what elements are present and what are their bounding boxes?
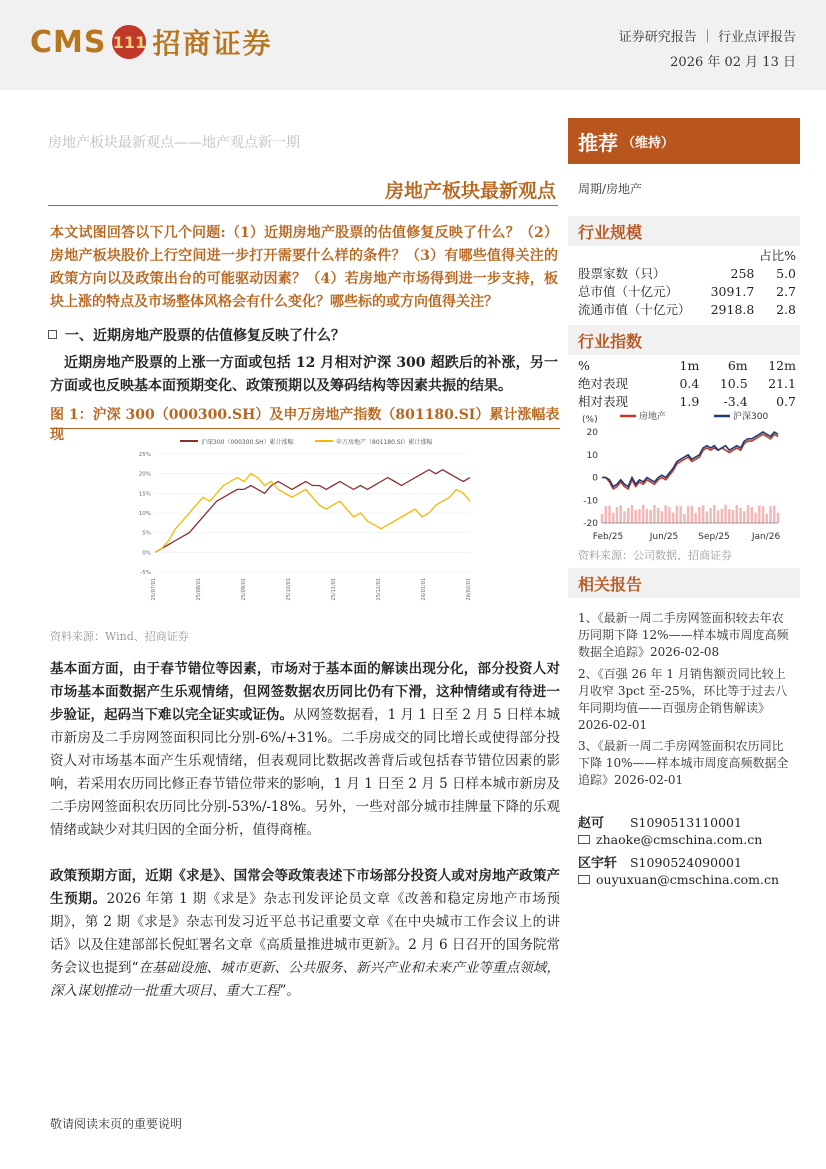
table-row	[578, 264, 796, 282]
paragraph-policy	[50, 865, 560, 1003]
x-tick-label: 25/10/01	[286, 578, 292, 601]
report-date: 2026 年 02 月 13 日	[670, 55, 796, 70]
scale-header: 占比%	[759, 248, 796, 263]
x-tick-label: 25/08/01	[196, 578, 202, 601]
analyst-cert: S1090524090001	[629, 855, 742, 870]
analyst-email[interactable]: zhaoke@cmschina.com.cn	[596, 832, 763, 847]
policy-body: 2026 年第 1 期《求是》杂志刊发评论员文章《改善和稳定房地产市场预期》，第 2 期《求是》杂志刊发习近平总书记重要文章《在中央城市工作会议上的讲话》以及住建部部长倪虹署名文章《高质量推进城市更新》。2 月 6 日召开的国务院常务会议也提到“	[50, 891, 560, 976]
index-header: 1m	[679, 357, 700, 373]
x-tick-label: Jan/26	[751, 532, 781, 542]
logo-en: CMS	[30, 24, 107, 60]
index-header: 12m	[768, 357, 796, 373]
scale-value: 258	[730, 265, 755, 281]
index-label: 相对表现	[578, 394, 629, 409]
checkbox-icon	[48, 330, 57, 339]
title-divider	[48, 205, 558, 206]
logo-mark-icon: 111	[112, 25, 146, 59]
x-tick-label: 25/09/01	[241, 578, 247, 601]
summary: 本文试图回答以下几个问题:（1）近期房地产股票的估值修复反映了什么？（2）房地产板块股价上行空间进一步打开需要什么样的条件？（3）有哪些值得关注的政策方向以及政策出台的可能驱动因素？（4）若房地产市场得到进一步支持，板块上涨的特点及市场整体风格会有什么变化？哪些标的或方向值得关注？	[50, 225, 558, 310]
figure-divider	[50, 428, 560, 429]
related-report-3[interactable]: 3、《最新一周二手房网签面积农历同比下降 10%——样本城市周度高频数据全追踪》2026-02-01	[578, 739, 789, 787]
y-tick-label: -20	[583, 519, 598, 529]
legend-hs300: 沪深300	[733, 412, 769, 422]
y-tick-label: 20	[586, 428, 598, 438]
industry-index-chart	[576, 408, 798, 548]
index-label: 绝对表现	[578, 376, 629, 391]
scale-label: 总市值（十亿元）	[578, 284, 679, 299]
index-value: 0.7	[776, 393, 796, 409]
y-tick-label: -5%	[140, 570, 151, 576]
scale-value: 2918.8	[710, 301, 755, 317]
y-tick-label: 10%	[138, 511, 151, 517]
policy-lead: 政策预期方面，近期《求是》、国常会等政策表述下市场部分投资人或对房地产政策产生预期。	[50, 868, 560, 907]
related-heading: 相关报告	[568, 568, 800, 598]
chart-ylabel: (%)	[582, 415, 598, 425]
figure-1-chart	[60, 432, 558, 624]
analyst-name: 区宇轩	[578, 856, 618, 871]
report-type: 证券研究报告 ｜ 行业点评报告	[618, 30, 796, 45]
x-tick-label: 25/07/01	[151, 578, 157, 601]
x-tick-label: 26/02/01	[466, 578, 472, 601]
x-tick-label: 26/01/01	[421, 578, 427, 601]
table-row	[578, 374, 796, 392]
y-tick-label: 0%	[142, 550, 151, 557]
company-logo	[30, 22, 273, 62]
logo-cn: 招商证券	[152, 27, 273, 60]
scale-label: 股票家数（只）	[578, 266, 666, 281]
scale-value: 3091.7	[710, 283, 755, 299]
index-value: 1.9	[679, 393, 700, 409]
chart-source: 资料来源：公司数据、招商证券	[578, 549, 732, 562]
scale-pct: 2.7	[776, 283, 796, 299]
figure-source: 资料来源：Wind、招商证券	[50, 630, 189, 643]
fundamentals-lead: 基本面方面，由于春节错位等因素，市场对于基本面的解读出现分化，部分投资人对市场基本面数据产生乐观情绪，但网签数据农历同比仍有下滑，这种情绪或有待进一步验证，起码当下难以完全证实或证伪。	[50, 661, 560, 723]
figure-title: 图 1：沪深 300（000300.SH）及申万房地产指数（801180.SI）累计涨幅表现	[50, 407, 560, 443]
scale-heading: 行业规模	[568, 216, 800, 246]
y-tick-label: 5%	[142, 530, 151, 537]
analyst-email[interactable]: ouyuxuan@cmschina.com.cn	[596, 872, 779, 887]
table-row	[578, 356, 796, 374]
policy-quote: 在基础设施、城市更新、公共服务、新兴产业和未来产业等重点领域，深入谋划推动一批重大项目、重大工程	[50, 960, 560, 999]
legend-property: 申万房地产（801180.SI）累计涨幅	[336, 439, 433, 446]
x-tick-label: Jun/25	[649, 532, 679, 542]
legend-property: 房地产	[639, 412, 667, 422]
scale-pct: 5.0	[776, 265, 796, 281]
index-value: 21.1	[768, 375, 796, 391]
section-heading-1	[48, 325, 345, 345]
table-row	[578, 300, 796, 318]
related-report-1[interactable]: 1、《最新一周二手房网签面积较去年农历同期下降 12%——样本城市周度高频数据全追踪》2026-02-08	[578, 611, 789, 659]
mail-icon	[578, 835, 590, 844]
index-heading: 行业指数	[568, 325, 800, 355]
y-tick-label: 15%	[138, 491, 151, 498]
paragraph-fundamentals	[50, 658, 560, 842]
section-heading-1-text: 一、近期房地产股票的估值修复反映了什么？	[65, 328, 345, 344]
scale-label: 流通市值（十亿元）	[578, 302, 691, 317]
industry-category: 周期/房地产	[578, 182, 643, 196]
series-line-沪深300	[155, 470, 470, 553]
index-value: -3.4	[723, 393, 748, 409]
table-row	[578, 246, 796, 264]
x-tick-label: 25/12/01	[376, 578, 382, 601]
rating-note: （维持）	[622, 135, 675, 151]
lead-paragraph: 近期房地产股票的上涨一方面或包括 12 月相对沪深 300 超跌后的补涨，另一方面或也反映基本面预期变化、政策预期以及筹码结构等因素共振的结果。	[50, 355, 558, 394]
scale-table	[578, 246, 796, 318]
analyst-1-email-row	[578, 832, 798, 847]
y-tick-label: 20%	[138, 471, 151, 478]
index-header: %	[578, 357, 590, 373]
index-value: 0.4	[679, 375, 700, 391]
x-tick-label: Feb/25	[592, 532, 624, 542]
index-value: 10.5	[719, 375, 748, 391]
fundamentals-body: 从网签数据看，1 月 1 日至 2 月 5 日样本城市新房及二手房网签面积同比分别-6%/+31%。二手房成交的同比增长或使得部分投资人对市场基本面产生乐观情绪，但表观同比数据改善背后或包括春节错位因素的影响，若采用农历同比修正春节错位带来的影响，1 月 1 日至 2 月 5 日样本城市新房及二手房网签面积农历同比分别-53%/-18%。另外，一些对部分城市挂牌量下降的乐观情绪或缺少对其归因的全面分析，值得商榷。	[50, 707, 560, 838]
x-tick-label: 25/11/01	[331, 578, 337, 601]
index-header: 6m	[727, 357, 748, 373]
rating: 推荐	[578, 130, 618, 155]
banner-text: 房地产板块最新观点——地产观点新一期	[48, 135, 300, 151]
report-title: 房地产板块最新观点	[384, 180, 556, 202]
legend-hs300: 沪深300（000300.SH）累计涨幅	[201, 439, 294, 446]
analyst-name: 赵可	[578, 816, 605, 831]
analyst-2	[578, 852, 798, 871]
y-tick-label: -10	[583, 496, 598, 507]
rating-badge	[568, 118, 800, 164]
x-tick-label: Sep/25	[698, 532, 730, 542]
policy-end: ”。	[279, 983, 300, 999]
analyst-1	[578, 812, 798, 831]
y-tick-label: 25%	[138, 452, 151, 458]
related-report-2[interactable]: 2、《百强 26 年 1 月销售额贡同比较上月收窄 3pct 至-25%，环比等于过去八年同期均值——百强房企销售解读》2026-02-01	[578, 667, 788, 732]
series-line-房地产	[602, 434, 778, 489]
analyst-cert: S1090513110001	[629, 815, 742, 830]
table-row	[578, 282, 796, 300]
footer-note: 敬请阅读末页的重要说明	[50, 1117, 183, 1131]
y-tick-label: 10	[586, 450, 598, 461]
index-table	[578, 356, 796, 410]
scale-pct: 2.8	[776, 301, 796, 317]
y-tick-label: 0	[592, 473, 598, 484]
mail-icon	[578, 875, 590, 884]
analyst-2-email-row	[578, 872, 798, 887]
